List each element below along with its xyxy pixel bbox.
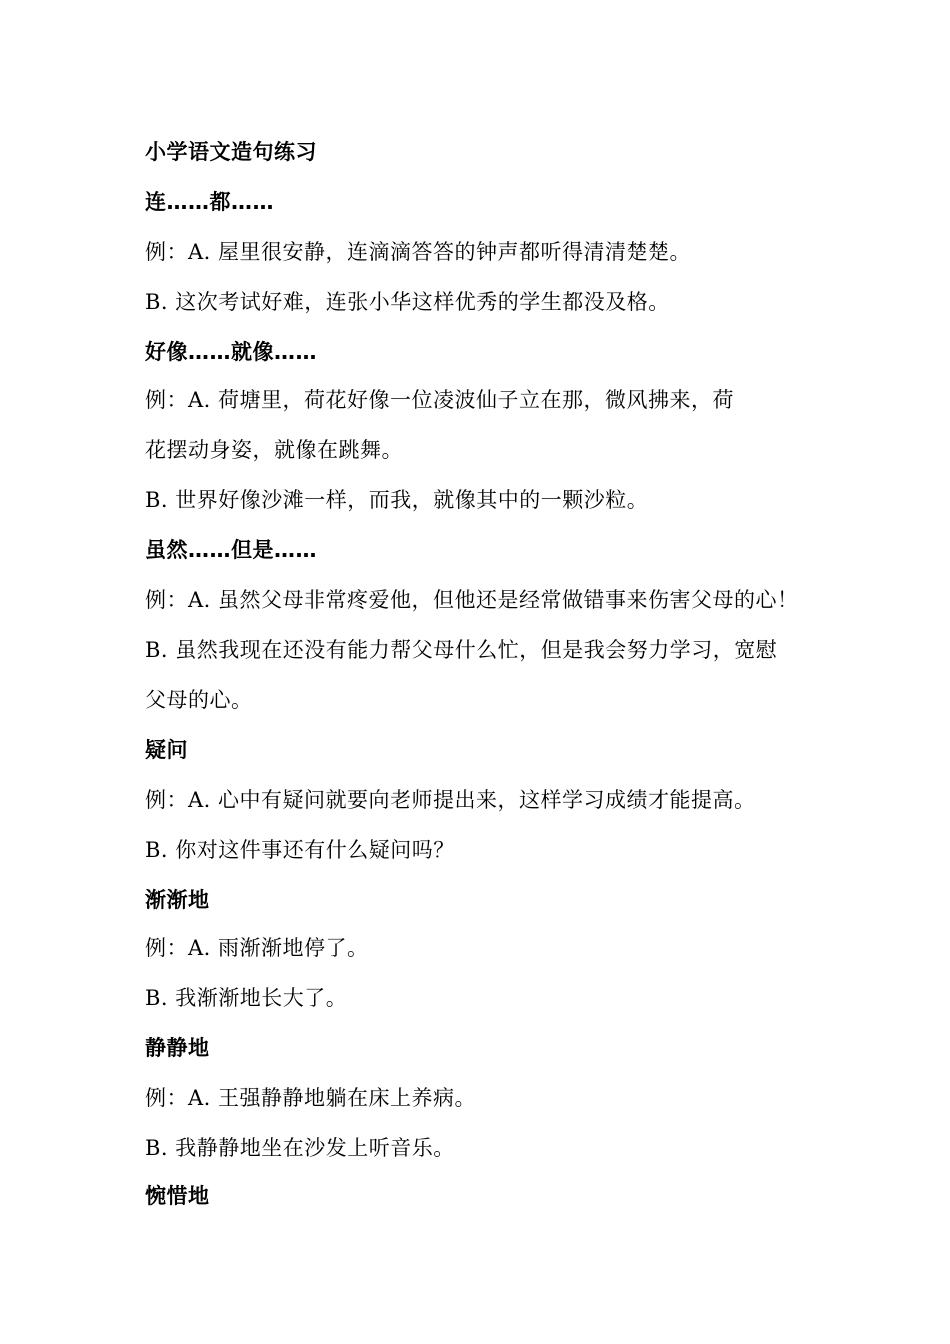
section-heading: 惋惜地 bbox=[145, 1184, 210, 1208]
example-line: 花摆动身姿，就像在跳舞。 bbox=[145, 438, 403, 462]
example-line: B. 我静静地坐在沙发上听音乐。 bbox=[145, 1136, 455, 1160]
example-line: B. 我渐渐地长大了。 bbox=[145, 986, 348, 1010]
page-title: 小学语文造句练习 bbox=[145, 140, 317, 164]
example-line: 例：A. 屋里很安静，连滴滴答答的钟声都听得清清楚楚。 bbox=[145, 240, 692, 264]
section-heading: 疑问 bbox=[145, 738, 188, 762]
example-line: B. 这次考试好难，连张小华这样优秀的学生都没及格。 bbox=[145, 290, 670, 314]
example-line: 父母的心。 bbox=[145, 688, 253, 712]
example-line: 例：A. 荷塘里，荷花好像一位凌波仙子立在那，微风拂来，荷 bbox=[145, 388, 735, 412]
example-line: B. 你对这件事还有什么疑问吗？ bbox=[145, 838, 455, 862]
example-line: 例：A. 心中有疑问就要向老师提出来，这样学习成绩才能提高。 bbox=[145, 788, 756, 812]
section-heading: 虽然……但是…… bbox=[145, 538, 317, 562]
example-line: B. 世界好像沙滩一样，而我，就像其中的一颗沙粒。 bbox=[145, 488, 649, 512]
section-heading: 好像……就像…… bbox=[145, 340, 317, 364]
section-heading: 连……都…… bbox=[145, 190, 274, 214]
example-line: 例：A. 王强静静地躺在床上养病。 bbox=[145, 1086, 477, 1110]
example-line: 例：A. 虽然父母非常疼爱他，但他还是经常做错事来伤害父母的心！ bbox=[145, 588, 799, 612]
section-heading: 渐渐地 bbox=[145, 888, 210, 912]
example-line: 例：A. 雨渐渐地停了。 bbox=[145, 936, 369, 960]
example-line: B. 虽然我现在还没有能力帮父母什么忙，但是我会努力学习，宽慰 bbox=[145, 638, 778, 662]
section-heading: 静静地 bbox=[145, 1036, 210, 1060]
